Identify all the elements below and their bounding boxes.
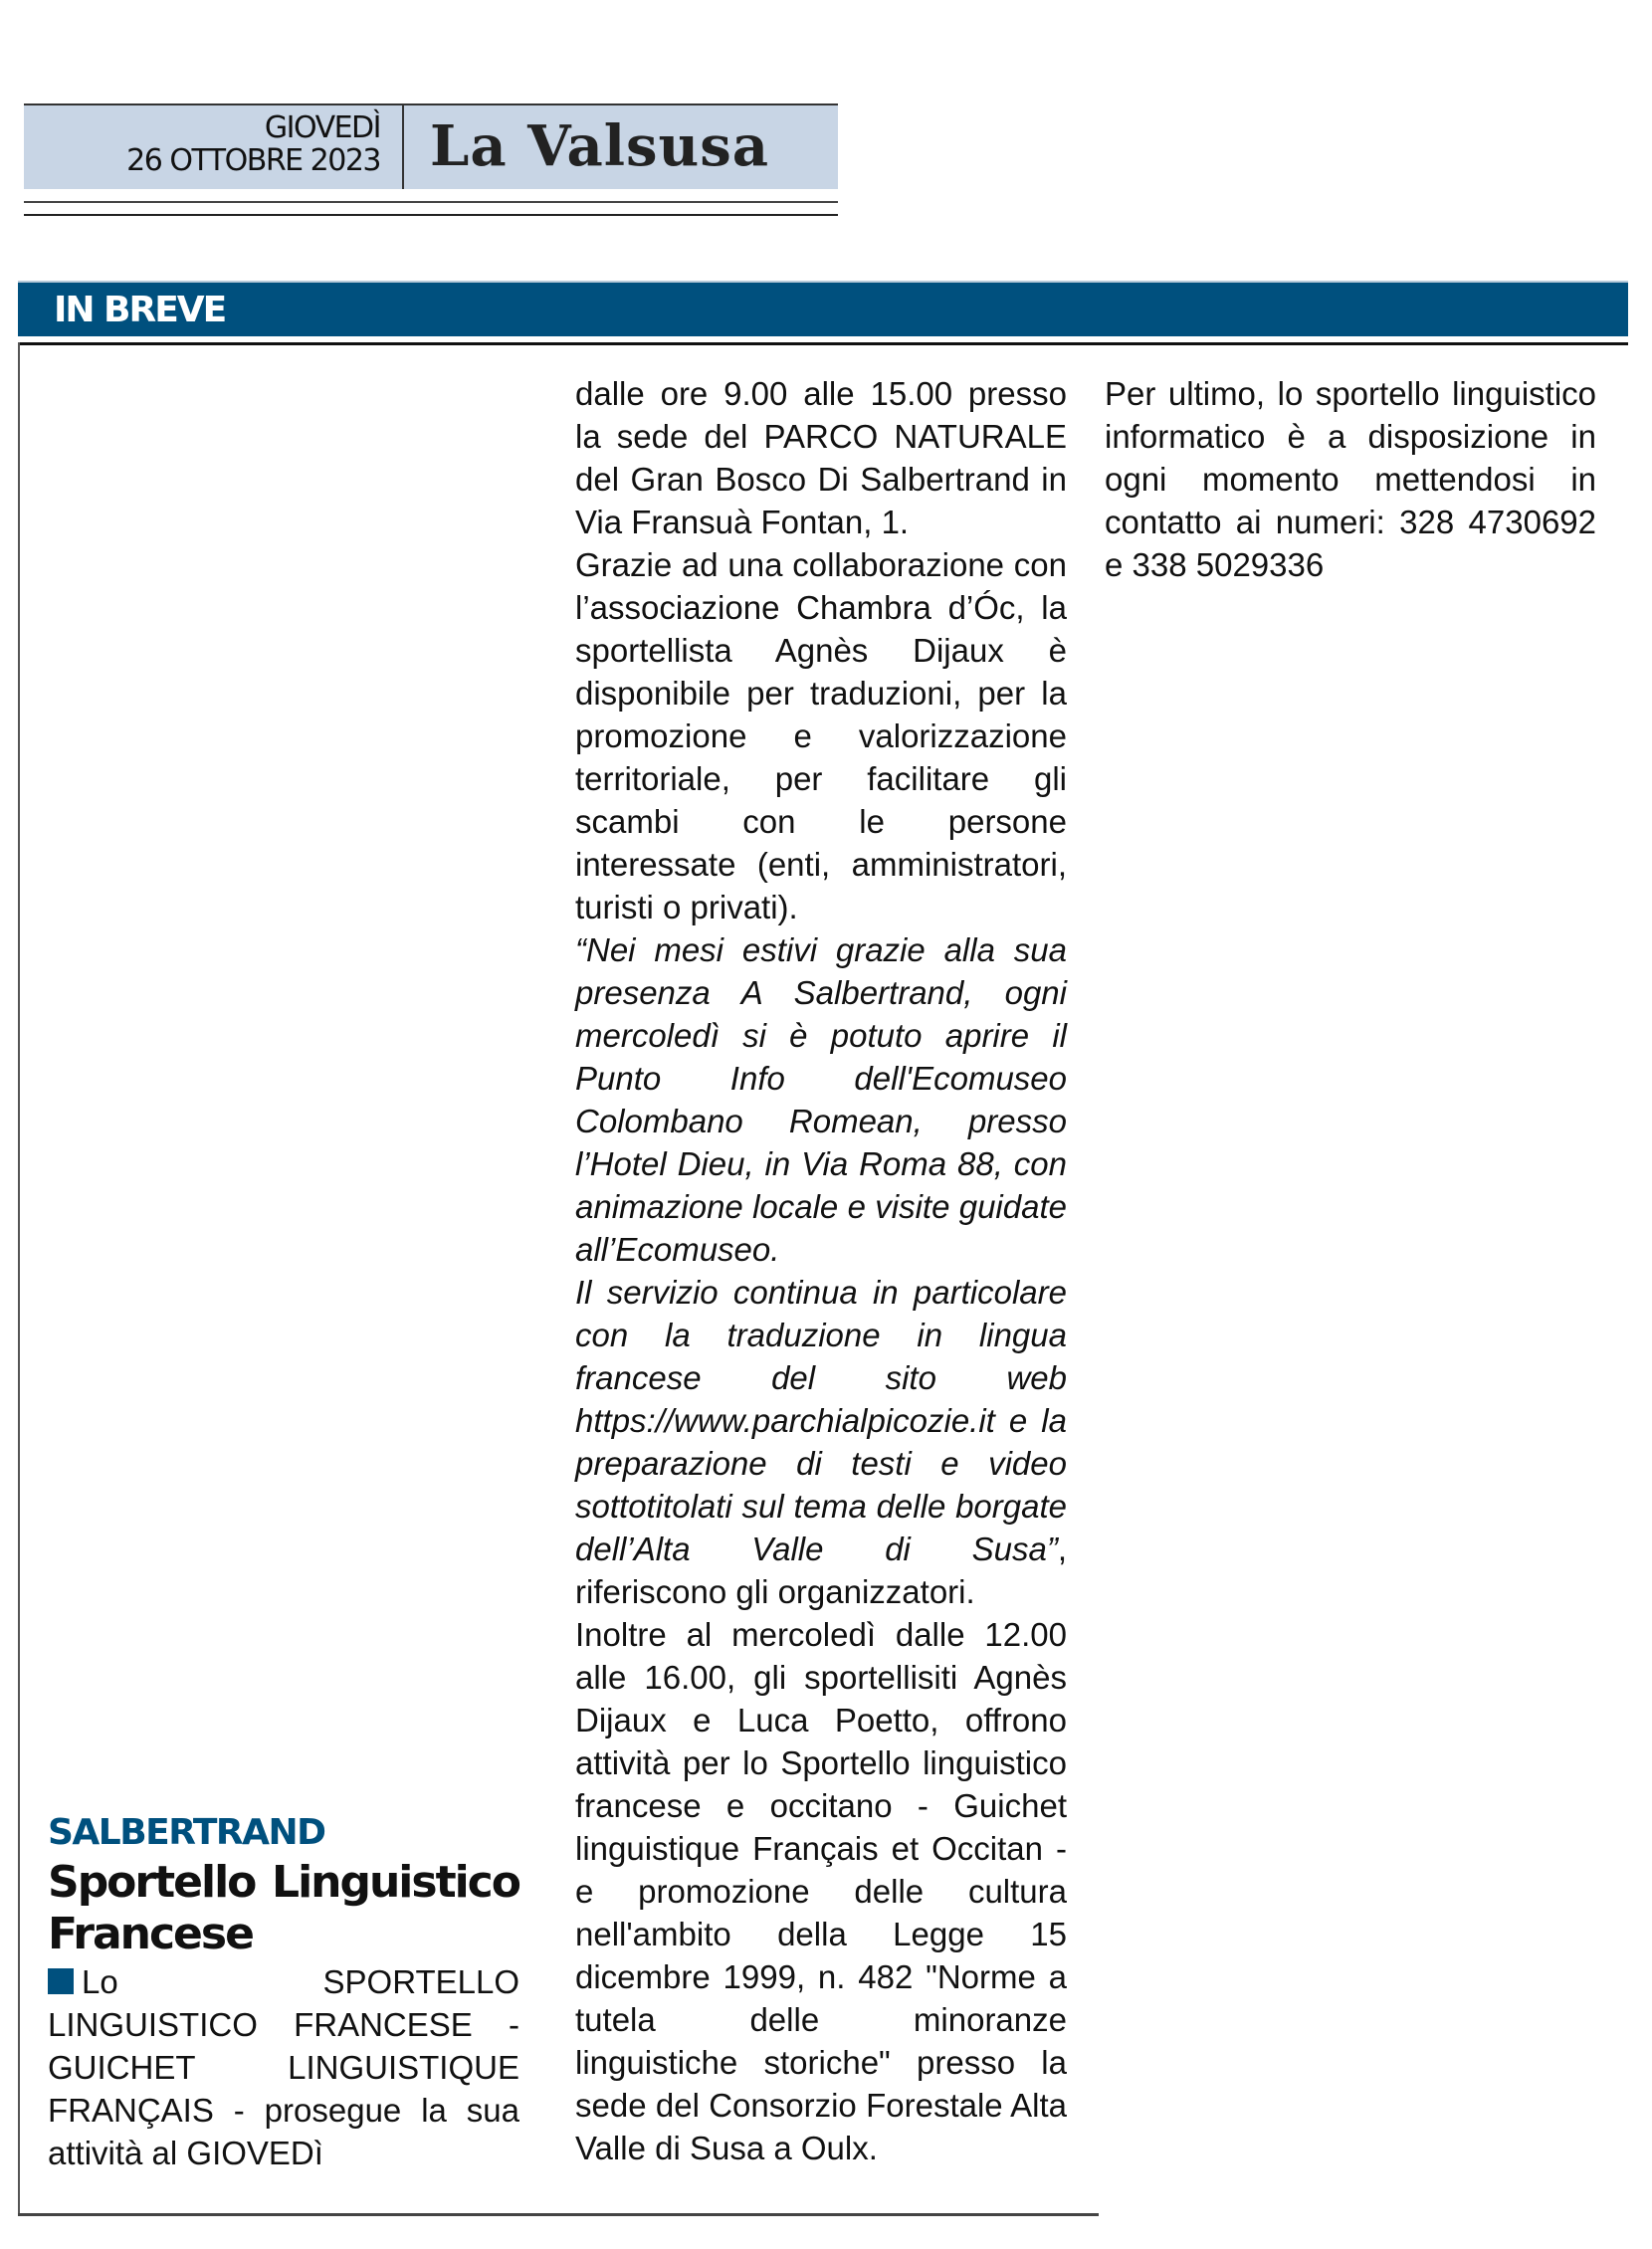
paragraph-collaboration: Grazie ad una collaborazione con l’associazione Chambra d’Óc, la sportellista Agnès Dijaux è disponibile per traduzioni, per la promozione e valorizzazione territoriale, per facilitare gli scambi con le persone interessate (enti, amministratori, turisti o privati).	[575, 546, 1067, 925]
issue-date	[24, 111, 380, 177]
quote-service-paragraph	[575, 1271, 1067, 1613]
article-column-3	[1105, 372, 1596, 586]
frame-left-border	[18, 342, 20, 2215]
article-headline: Sportello Linguistico Francese	[48, 1857, 519, 1959]
quote-attribution: , riferiscono gli organizzatori.	[575, 1531, 1067, 1610]
issue-full-date: 26 OTTOBRE 2023	[126, 143, 380, 178]
issue-day: GIOVEDÌ	[264, 110, 380, 145]
paragraph-wednesday: Inoltre al mercoledì dalle 12.00 alle 16.00, gli sportellisiti Agnès Dijaux e Luca Poetto, offrono attività per lo Sportello linguistico francese e occitano - Guichet linguistique Français et Occitan - e promozione delle cultura nell'ambito della Legge 15 dicembre 1999, n. 482 "Norme a tutela delle minoranze linguistiche storiche" presso la sede del Consorzio Forestale Alta Valle di Susa a Oulx.	[575, 1616, 1067, 2166]
article-lead	[48, 1960, 519, 2174]
paragraph-hours: dalle ore 9.00 alle 15.00 presso la sede del PARCO NATURALE del Gran Bosco Di Salbertrand in Via Fransuà Fontan, 1.	[575, 375, 1067, 540]
article-kicker: SALBERTRAND	[48, 1812, 325, 1853]
section-bar	[18, 281, 1628, 336]
masthead	[24, 103, 838, 189]
section-label: IN BREVE	[54, 290, 226, 330]
article-column-2	[575, 372, 1067, 2169]
masthead-divider	[402, 105, 404, 189]
article-lead-text: Lo SPORTELLO LINGUISTICO FRANCESE - GUICHET LINGUISTIQUE FRANÇAIS - prosegue la sua attività al GIOVEDì	[48, 1963, 519, 2171]
newspaper-logo: La Valsusa	[430, 113, 770, 179]
masthead-rule-bottom	[24, 214, 838, 216]
frame-top-border	[18, 342, 1628, 345]
paragraph-contacts: Per ultimo, lo sportello linguistico informatico è a disposizione in ogni momento mettendosi in contatto ai numeri: 328 4730692 e 338 5029336	[1105, 375, 1596, 583]
masthead-rule-top	[24, 201, 838, 203]
quote-summer: “Nei mesi estivi grazie alla sua presenza A Salbertrand, ogni mercoledì si è potuto aprire il Punto Info dell'Ecomuseo Colombano Romean, presso l’Hotel Dieu, in Via Roma 88, con animazione locale e visite guidate all’Ecomuseo.	[575, 931, 1067, 1268]
bullet-square-icon	[48, 1968, 74, 1994]
article-column-1	[48, 1811, 519, 2174]
frame-bottom-border	[18, 2213, 1099, 2216]
quote-service: Il servizio continua in particolare con la traduzione in lingua francese del sito web https://www.parchialpicozie.it e la preparazione di testi e video sottotitolati sul tema delle borgate dell’Alta Valle di Susa”	[575, 1274, 1067, 1567]
